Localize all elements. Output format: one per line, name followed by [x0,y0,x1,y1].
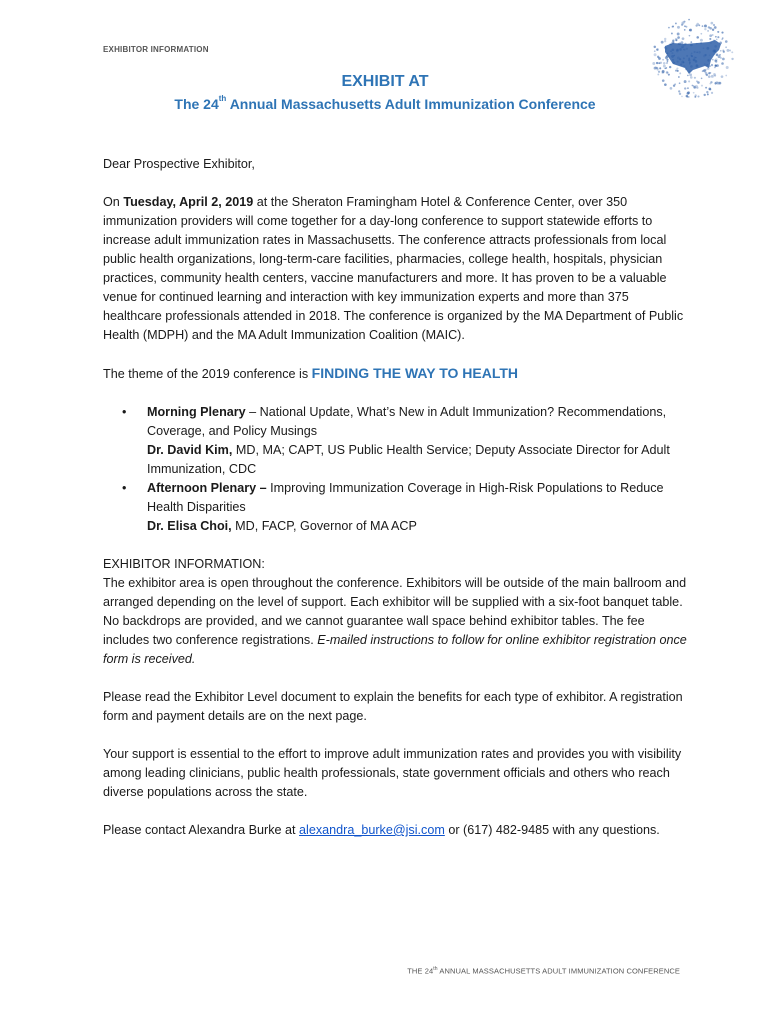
contact-suffix: or (617) 482-9485 with any questions. [444,823,660,837]
exhibitor-italic: E-mailed instructions to follow for online exhibitor registration once form is received. [103,633,687,666]
conference-date: Tuesday, April 2, 2019 [123,195,254,209]
page-subtitle [0,96,770,112]
subtitle-prefix: The 24 [174,96,219,112]
footer-prefix: THE 24 [407,966,434,976]
footer-suffix: ANNUAL MASSACHUSETTS ADULT IMMUNIZATION CONFERENCE [437,966,680,976]
intro-text: at the Sheraton Framingham Hotel & Conference Center, over 350 immunization providers will come together for a day-long conference to support statewide efforts to increase adult immunization rates in Massachusetts. The conference attracts professionals from local public health organizations, long-term-care facilities, pharmacies, college health, hospitals, physician practices, community health centers, vaccine manufacturers and more. It has proven to be a valuable venue for continued learning and interaction with key immunization experts and more than 375 healthcare professionals attended in 2018. The conference is organized by the MA Department of Public Health (MDPH) and the MA Adult Immunization Coalition (MAIC). [103,195,684,342]
bullet-icon: • [122,481,127,495]
plenary-item-morning [122,403,688,479]
header-label: EXHIBITOR INFORMATION [103,45,209,54]
exhibitor-heading: EXHIBITOR INFORMATION: [103,557,265,571]
plenary-item-afternoon [122,479,688,536]
theme-highlight: FINDING THE WAY TO HEALTH [311,365,519,381]
subtitle-sup: th [218,94,227,103]
page-title: EXHIBIT AT [341,73,429,90]
subtitle-suffix: Annual Massachusetts Adult Immunization Conference [226,96,596,112]
intro-paragraph [103,193,688,345]
plenary-list [103,403,688,536]
plenary-name: Morning Plenary [147,405,246,419]
read-doc-paragraph: Please read the Exhibitor Level document to explain the benefits for each type of exhibitor. A registration form and payment details are on the next page. [103,690,683,723]
contact-email-link[interactable]: alexandra_burke@jsi.com [299,823,445,837]
exhibitor-text: The exhibitor area is open throughout the conference. Exhibitors will be outside of the main ballroom and arranged depending on the level of support. Each exhibitor will be supplied with a six-foot banquet table. No backdrops are provided, and we cannot guarantee wall space behind exhibitor tables. The fee includes two conference registrations. [103,576,687,647]
plenary-speaker-detail: MD, MA; CAPT, US Public Health Service; Deputy Associate Director for Adult Immunization, CDC [147,443,670,476]
support-paragraph: Your support is essential to the effort to improve adult immunization rates and provides you with visibility among leading clinicians, public health professionals, state government officials and others who reach diverse populations across the state. [103,747,682,799]
page-footer [407,966,680,976]
us-map-shape [665,40,721,74]
plenary-speaker: Dr. David Kim, [147,443,233,457]
exhibitor-paragraph [103,574,688,669]
plenary-name: Afternoon Plenary – [147,481,267,495]
contact-prefix: Please contact Alexandra Burke at [103,823,300,837]
plenary-desc: Improving Immunization Coverage in High-Risk Populations to Reduce Health Disparities [147,481,664,514]
plenary-speaker-detail: MD, FACP, Governor of MA ACP [231,519,417,533]
plenary-desc: – National Update, What’s New in Adult Immunization? Recommendations, Coverage, and Policy Musings [147,405,667,438]
theme-line [103,364,688,384]
letter-body [103,155,688,840]
plenary-speaker: Dr. Elisa Choi, [147,519,232,533]
contact-paragraph [103,821,688,840]
theme-prefix: The theme of the 2019 conference is [103,367,312,381]
intro-on: On [103,195,124,209]
bullet-icon: • [122,405,127,419]
footer-sup: th [433,966,438,972]
salutation: Dear Prospective Exhibitor, [103,157,255,171]
